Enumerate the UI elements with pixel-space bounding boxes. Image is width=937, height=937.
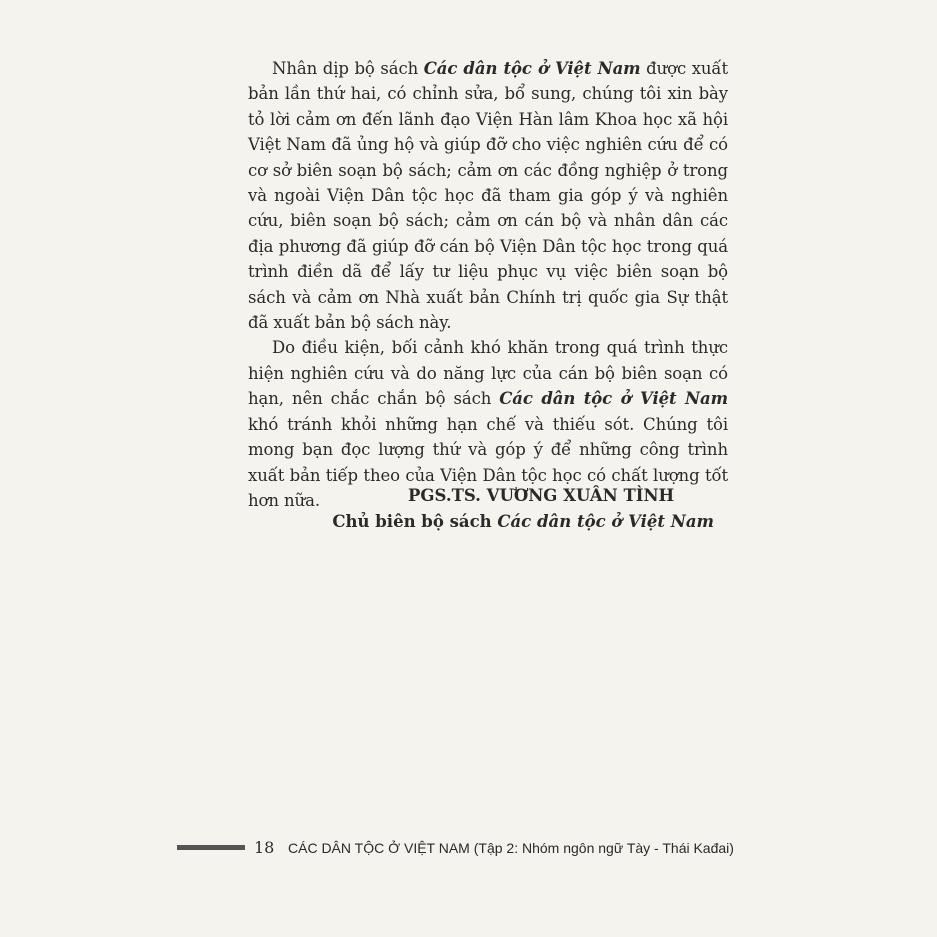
paragraph-acknowledgement bbox=[248, 56, 728, 335]
paragraph-1-text-end: được xuất bản lần thứ hai, có chỉnh sửa, bổ sung, chúng tôi xin bày tỏ lời cảm ơn đến lãnh đạo Viện Hàn lâm Khoa học xã hội Việt Nam đã ủng hộ và giúp đỡ cho việc nghiên cứu để có cơ sở biên soạn bộ sách; cảm ơn các đồng nghiệp ở trong và ngoài Viện Dân tộc học đã tham gia góp ý và nghiên cứu, biên soạn bộ sách; cảm ơn cán bộ và nhân dân các địa phương đã giúp đỡ cán bộ Viện Dân tộc học trong quá trình điền dã để lấy tư liệu phục vụ việc biên soạn bộ sách và cảm ơn Nhà xuất bản Chính trị quốc gia Sự thật đã xuất bản bộ sách này. bbox=[248, 59, 728, 333]
page-footer bbox=[177, 836, 737, 860]
body-text bbox=[248, 56, 728, 513]
paragraph-2-text-start: Do điều kiện, bối cảnh khó khăn trong quá trình thực hiện nghiên cứu và do năng lực của cán bộ biên soạn có hạn, nên chắc chắn bộ sách bbox=[248, 338, 728, 409]
signature-role bbox=[248, 509, 714, 535]
book-title-emphasis: Các dân tộc ở Việt Nam bbox=[423, 59, 641, 78]
signature-name: PGS.TS. VƯƠNG XUÂN TÌNH bbox=[408, 486, 675, 505]
book-title-emphasis: Các dân tộc ở Việt Nam bbox=[499, 389, 728, 409]
running-title: CÁC DÂN TỘC Ở VIỆT NAM (Tập 2: Nhóm ngôn ngữ Tày - Thái Kađai) bbox=[288, 840, 734, 856]
paragraph-2-text-end: khó tránh khỏi những hạn chế và thiếu sót. Chúng tôi mong bạn đọc lượng thứ và góp ý để những công trình xuất bản tiếp theo của Viện Dân tộc học có chất lượng tốt hơn nữa. bbox=[248, 414, 728, 510]
paragraph-1-text-start: Nhân dịp bộ sách bbox=[272, 59, 424, 78]
signature-role-prefix: Chủ biên bộ sách bbox=[332, 512, 498, 531]
signature-book-title: Các dân tộc ở Việt Nam bbox=[497, 512, 714, 531]
footer-rule bbox=[177, 845, 245, 850]
page-number: 18 bbox=[254, 838, 275, 857]
